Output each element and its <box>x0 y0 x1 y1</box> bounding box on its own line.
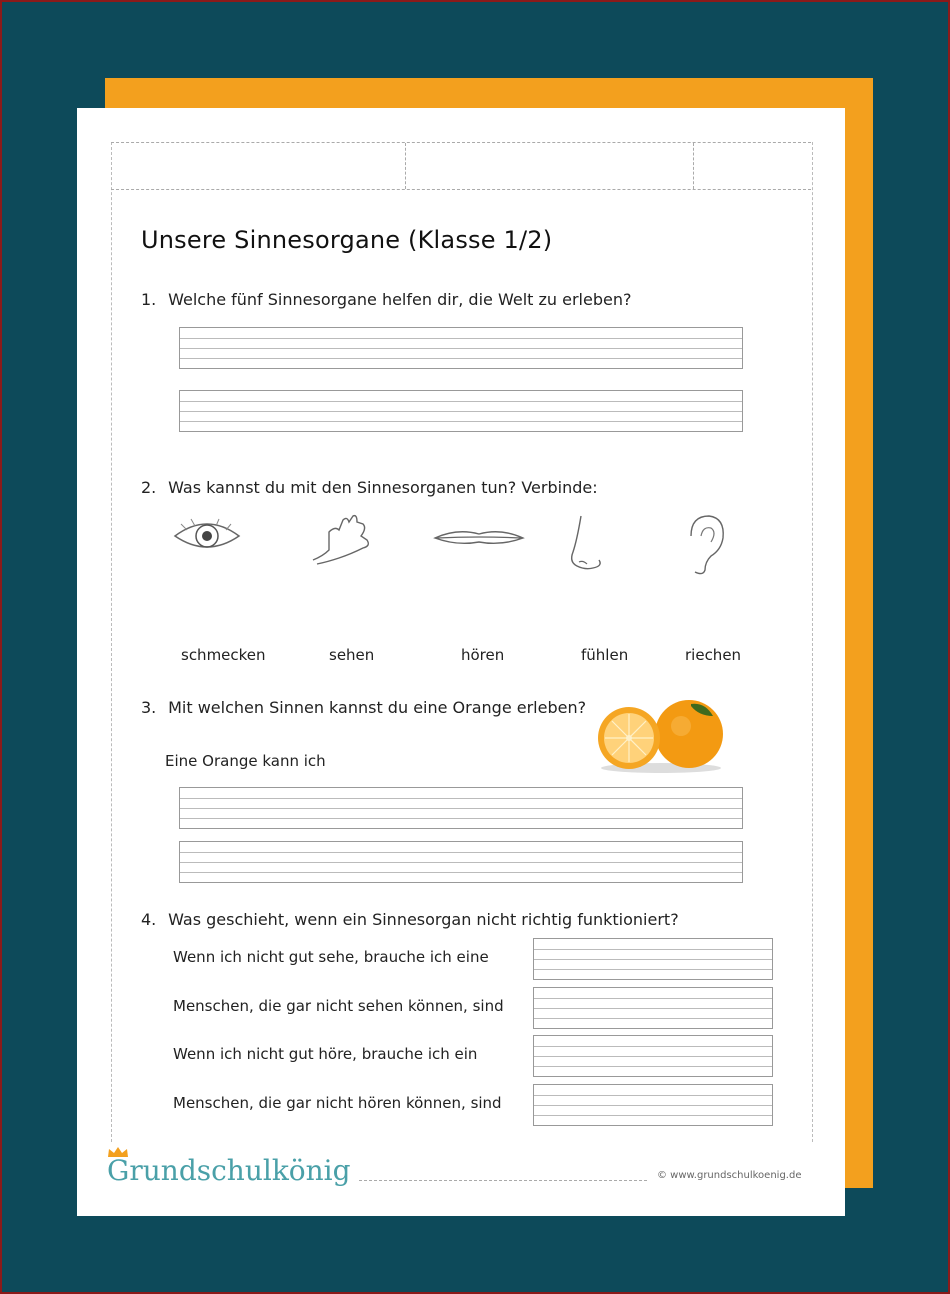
question-4 <box>141 910 679 929</box>
question-number: 1. <box>141 290 157 309</box>
cloze-sentence: Wenn ich nicht gut sehe, brauche ich eine <box>173 948 489 966</box>
answer-lines-4a[interactable] <box>533 938 773 980</box>
answer-lines-1b[interactable] <box>179 390 743 432</box>
question-text: Was geschieht, wenn ein Sinnesorgan nicht richtig funktioniert? <box>168 910 679 929</box>
nose-icon <box>565 510 609 578</box>
question-number: 4. <box>141 910 157 929</box>
copyright-text: © www.grundschulkoenig.de <box>657 1170 802 1181</box>
verb-word: schmecken <box>181 646 266 664</box>
cloze-sentence: Menschen, die gar nicht hören können, sind <box>173 1094 502 1112</box>
eye-icon <box>171 510 243 564</box>
cloze-sentence: Wenn ich nicht gut höre, brauche ich ein <box>173 1045 478 1063</box>
header-divider <box>405 143 406 189</box>
answer-lines-3a[interactable] <box>179 787 743 829</box>
question-number: 2. <box>141 478 157 497</box>
question-text: Mit welchen Sinnen kannst du eine Orange erleben? <box>168 698 587 717</box>
verb-word: sehen <box>329 646 375 664</box>
worksheet-title: Unsere Sinnesorgane (Klasse 1/2) <box>141 226 553 254</box>
answer-lines-4d[interactable] <box>533 1084 773 1126</box>
verb-word: fühlen <box>581 646 629 664</box>
question-number: 3. <box>141 698 157 717</box>
header-divider <box>693 143 694 189</box>
verb-word: hören <box>461 646 505 664</box>
question-1 <box>141 290 631 309</box>
question-2 <box>141 478 598 497</box>
cloze-sentence: Menschen, die gar nicht sehen können, sind <box>173 997 504 1015</box>
sentence-starter: Eine Orange kann ich <box>165 752 326 770</box>
answer-lines-3b[interactable] <box>179 841 743 883</box>
hand-icon <box>309 510 377 570</box>
answer-lines-4c[interactable] <box>533 1035 773 1077</box>
footer-divider <box>359 1180 647 1181</box>
verb-word: riechen <box>685 646 742 664</box>
worksheet-page <box>77 108 845 1216</box>
answer-lines-1a[interactable] <box>179 327 743 369</box>
ear-icon <box>681 512 729 582</box>
question-text: Was kannst du mit den Sinnesorganen tun? Verbinde: <box>168 478 598 497</box>
mouth-icon <box>433 526 525 554</box>
answer-lines-4b[interactable] <box>533 987 773 1029</box>
brand-logo: Grundschulkönig <box>107 1154 351 1187</box>
orange-illustration <box>595 694 729 778</box>
question-3 <box>141 698 586 717</box>
name-date-header-box <box>111 142 811 190</box>
question-text: Welche fünf Sinnesorgane helfen dir, die Welt zu erleben? <box>168 290 632 309</box>
